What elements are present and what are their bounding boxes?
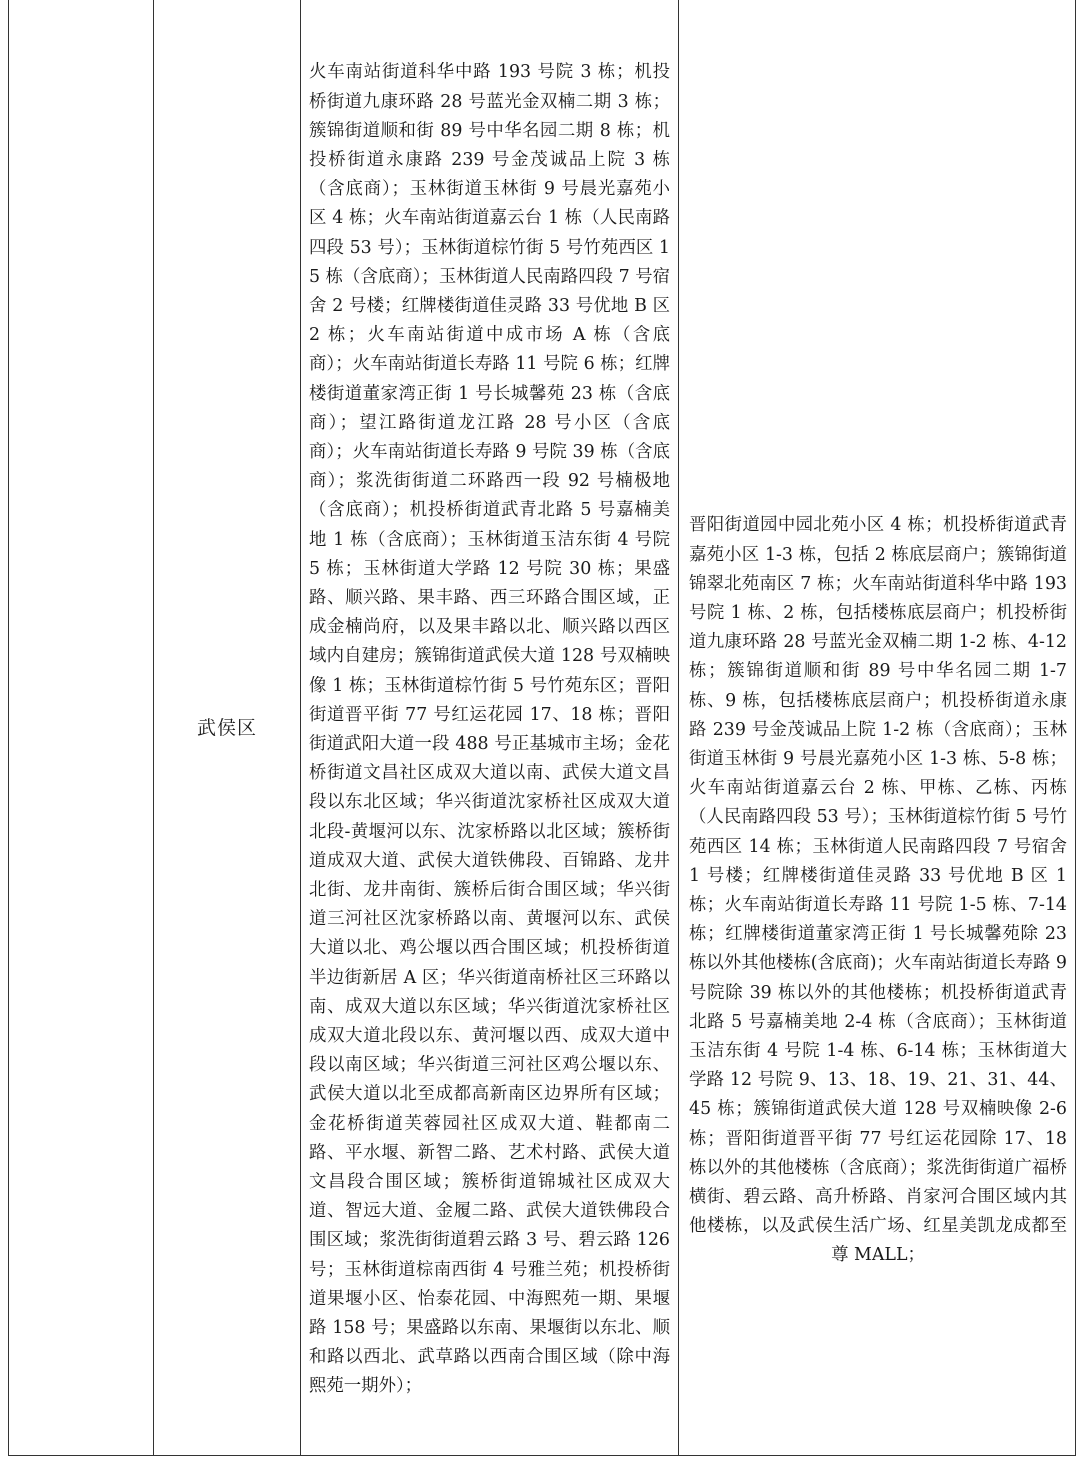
index-cell — [9, 0, 154, 1456]
table-row — [9, 0, 1076, 1456]
closed-zone-cell: 火车南站街道科华中路 193 号院 3 栋；机投桥街道九康环路 28 号蓝光金双楠二期 3 栋；簇锦街道顺和街 89 号中华名园二期 8 栋；机投桥街道永康路 239 号金茂诚品上院 3 栋（含底商）；玉林街道玉林街 9 号晨光嘉苑小区 4 栋；火车南站街道嘉云台 1 栋（人民南路四段 53 号）；玉林街道棕竹街 5 号竹苑西区 15 栋（含底商）；玉林街道人民南路四段 7 号宿舍 2 号楼；红牌楼街道佳灵路 33 号优地 B 区 2 栋；火车南站街道中成市场 A 栋（含底商）；火车南站街道长寿路 11 号院 6 栋；红牌楼街道董家湾正街 1 号长城馨苑 23 栋（含底商）；望江路街道龙江路 28 号小区（含底商）；火车南站街道长寿路 9 号院 39 栋（含底商）；浆洗街街道二环路西一段 92 号楠极地（含底商）；机投桥街道武青北路 5 号嘉楠美地 1 栋（含底商）；玉林街道玉洁东街 4 号院 5 栋；玉林街道大学路 12 号院 30 栋；果盛路、顺兴路、果丰路、西三环路合围区域，正成金楠尚府，以及果丰路以北、顺兴路以西区域内自建房；簇锦街道武侯大道 128 号双楠映像 1 栋；玉林街道棕竹街 5 号竹苑东区；晋阳街道晋平街 77 号红运花园 17、18 栋；晋阳街道武阳大道一段 488 号正基城市主场；金花桥街道文昌社区成双大道以南、武侯大道文昌段以东北区域；华兴街道沈家桥社区成双大道北段-黄堰河以东、沈家桥路以北区域；簇桥街道成双大道、武侯大道铁佛段、百锦路、龙井北街、龙井南街、簇桥后街合围区域；华兴街道三河社区沈家桥路以南、黄堰河以东、武侯大道以北、鸡公堰以西合围区域；机投桥街道半边街新居 A 区；华兴街道南桥社区三环路以南、成双大道以东区域；华兴街道沈家桥社区成双大道北段以东、黄河堰以西、成双大道中段以南区域；华兴街道三河社区鸡公堰以东、武侯大道以北至成都高新南区边界所有区域；金花桥街道芙蓉园社区成双大道、鞋都南二路、平水堰、新智二路、艺术村路、武侯大道文昌段合围区域；簇桥街道锦城社区成双大道、智远大道、金履二路、武侯大道铁佛段合围区域；浆洗街街道碧云路 3 号、碧云路 126 号；玉林街道棕南西街 4 号雅兰苑；机投桥街道果堰小区、怡泰花园、中海熙苑一期、果堰路 158 号；果盛路以东南、果堰街以东北、顺和路以西北、武草路以西南合围区域（除中海熙苑一期外）； — [301, 0, 679, 1456]
district-cell: 武侯区 — [154, 0, 301, 1456]
control-zone-table — [8, 0, 1076, 1456]
other-zone-cell — [679, 0, 1076, 1456]
other-zone-text: 晋阳街道园中园北苑小区 4 栋；机投桥街道武青嘉苑小区 1-3 栋，包括 2 栋底层商户；簇锦街道锦翠北苑南区 7 栋；火车南站街道科华中路 193 号院 1 栋、2 栋，包括楼栋底层商户；机投桥街道九康环路 28 号蓝光金双楠二期 1-2 栋、4-12 栋；簇锦街道顺和街 89 号中华名园二期 1-7 栋、9 栋，包括楼栋底层商户；机投桥街道永康路 239 号金茂诚品上院 1-2 栋（含底商）；玉林街道玉林街 9 号晨光嘉苑小区 1-3 栋、5-8 栋；火车南站街道嘉云台 2 栋、甲栋、乙栋、丙栋（人民南路四段 53 号）；玉林街道棕竹街 5 号竹苑西区 14 栋；玉林街道人民南路四段 7 号宿舍 1 号楼；红牌楼街道佳灵路 33 号优地 B 区 1 栋；火车南站街道长寿路 11 号院 1-5 栋、7-14 栋；红牌楼街道董家湾正街 1 号长城馨苑除 23 栋以外其他楼栋(含底商)；火车南站街道长寿路 9 号院除 39 栋以外的其他楼栋；机投桥街道武青北路 5 号嘉楠美地 2-4 栋（含底商）；玉林街道玉洁东街 4 号院 1-4 栋、6-14 栋；玉林街道大学路 12 号院 9、13、18、19、21、31、44、45 栋；簇锦街道武侯大道 128 号双楠映像 2-6 栋；晋阳街道晋平街 77 号红运花园除 17、18 栋以外的其他楼栋（含底商）；浆洗街街道广福桥横街、碧云路、高升桥路、肖家河合围区域内其他楼栋，以及武侯生活广场、红星美凯龙成都至尊 MALL； — [689, 515, 1067, 1266]
